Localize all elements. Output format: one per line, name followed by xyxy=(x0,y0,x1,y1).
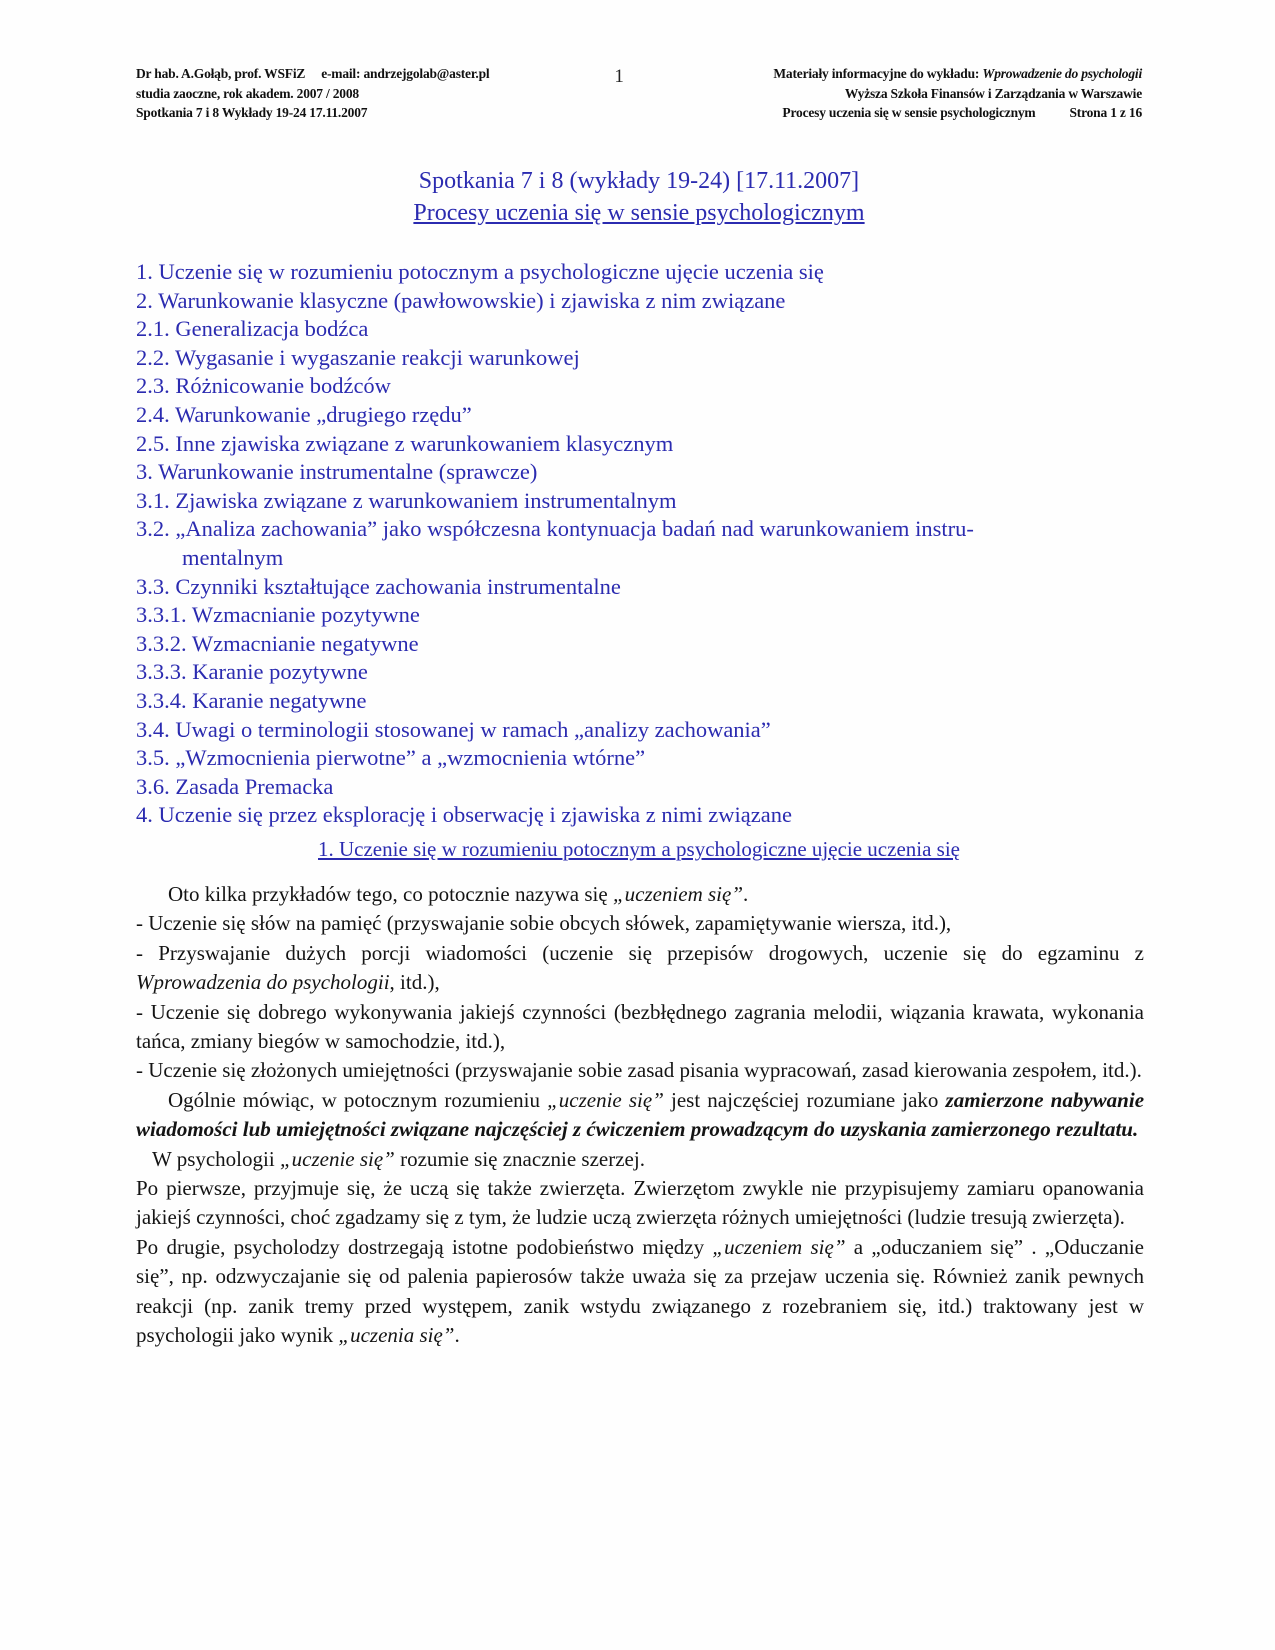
table-of-contents xyxy=(136,258,1166,830)
list-item: - Uczenie się słów na pamięć (przyswajanie sobie obcych słówek, zapamiętywanie wiersza, itd.), xyxy=(136,911,952,936)
text-run-bold-italic: zamierzone nabywanie wiadomości lub umiejętności związane najczęściej z ćwiczeniem prowadzącym do uzyskania zamierzonego rezultatu. xyxy=(136,1087,1145,1142)
header-academic-year: studia zaoczne, rok akadem. 2007 / 2008 xyxy=(136,85,359,101)
text-run-italic: „uczeniem się” xyxy=(612,882,744,906)
paragraph-unlearning xyxy=(136,1233,1144,1351)
list-item: - Uczenie się dobrego wykonywania jakiejś czynności (bezbłędnego zagrania melodii, wiązania krawata, wykonania tańca, zmiany biegów w samochodzie, itd.), xyxy=(136,999,1144,1054)
list-item: - Uczenie się złożonych umiejętności (przyswajanie sobie zasad pisania wypracowań, zasad kierowania zespołem, itd.). xyxy=(136,1058,1142,1083)
text-run: Ogólnie mówiąc, w potocznym rozumieniu xyxy=(168,1087,548,1112)
section-heading xyxy=(136,835,1142,863)
toc-item: 3.3.4. Karanie negatywne xyxy=(136,687,367,713)
toc-item: 2.5. Inne zjawiska związane z warunkowaniem klasycznym xyxy=(136,430,674,456)
header-course-line xyxy=(640,64,1142,84)
header-university: Wyższa Szkoła Finansów i Zarządzania w Warszawie xyxy=(844,85,1142,101)
page-title: Spotkania 7 i 8 (wykłady 19-24) [17.11.2007] xyxy=(418,168,860,194)
header-email: e-mail: andrzejgolab@aster.pl xyxy=(321,66,490,81)
title-block xyxy=(136,165,1142,229)
section-heading-text: 1. Uczenie się w rozumieniu potocznym a psychologiczne ujęcie uczenia się xyxy=(318,837,960,861)
body-copy xyxy=(136,880,1144,1351)
header-right-block xyxy=(640,64,1142,123)
toc-item: 3.3.1. Wzmacnianie pozytywne xyxy=(136,602,420,628)
toc-item: 3.1. Zjawiska związane z warunkowaniem instrumentalnym xyxy=(136,487,677,513)
text-run: Po drugie, psycholodzy dostrzegają istotne podobieństwo między xyxy=(136,1234,713,1259)
header-course-label: Materiały informacyjne do wykładu: xyxy=(773,66,980,81)
header-left-block xyxy=(136,64,598,123)
text-run-italic: „uczenie się” xyxy=(547,1087,664,1112)
toc-item: 3.2. „Analiza zachowania” jako współczesna kontynuacja badań nad warunkowaniem instru- xyxy=(136,516,974,542)
text-run: a „oduczaniem się” . „Oduczanie się”, np. odzwyczajanie się od palenia papierosów także uważa się za przejaw uczenia się. Również zanik pewnych reakcji (np. zanik tremy przed występem, zanik wstydu związanego z rozebraniem się, itd.) traktowany jest w psychologii jako wynik xyxy=(136,1234,1144,1348)
header-topic: Procesy uczenia się w sensie psychologicznym xyxy=(782,105,1036,120)
page-subtitle: Procesy uczenia się w sensie psychologicznym xyxy=(413,200,865,226)
header-topic-line xyxy=(640,103,1142,123)
toc-item: 1. Uczenie się w rozumieniu potocznym a psychologiczne ujęcie uczenia się xyxy=(136,259,824,284)
text-run: . xyxy=(454,1323,460,1348)
paragraph-general-definition xyxy=(136,1086,1144,1145)
header-course-title: Wprowadzenie do psychologii xyxy=(982,66,1142,81)
text-run: W psychologii xyxy=(152,1146,280,1171)
toc-item: 3.6. Zasada Premacka xyxy=(136,773,334,799)
header-page-of: Strona 1 z 16 xyxy=(1069,105,1142,120)
document-running-header xyxy=(136,64,1142,123)
text-run: Oto kilka przykładów tego, co potocznie nazywa się xyxy=(168,882,613,906)
toc-item-continuation: mentalnym xyxy=(182,544,284,570)
header-author: Dr hab. A.Gołąb, prof. WSFiZ xyxy=(136,66,306,81)
list-item xyxy=(136,939,1144,998)
toc-item: 3.5. „Wzmocnienia pierwotne” a „wzmocnienia wtórne” xyxy=(136,745,646,771)
toc-item: 2.1. Generalizacja bodźca xyxy=(136,316,369,342)
toc-item: 3.3.3. Karanie pozytywne xyxy=(136,659,368,685)
toc-item: 4. Uczenie się przez eksplorację i obserwację i zjawiska z nimi związane xyxy=(136,802,792,828)
toc-item: 3. Warunkowanie instrumentalne (sprawcze) xyxy=(136,459,538,485)
toc-item: 3.4. Uwagi o terminologii stosowanej w ramach „analizy zachowania” xyxy=(136,716,771,742)
toc-item: 2. Warunkowanie klasyczne (pawłowowskie) i zjawiska z nim związane xyxy=(136,287,786,313)
text-run: . xyxy=(743,882,749,906)
toc-item: 2.2. Wygasanie i wygaszanie reakcji warunkowej xyxy=(136,344,580,370)
paragraph-animals: Po pierwsze, przyjmuje się, że uczą się także zwierzęta. Zwierzętom zwykle nie przypisujemy zamiaru opanowania jakiejś czynności, choć zgadzamy się z tym, że ludzie uczą zwierzęta różnych umiejętności (ludzie tresują zwierzęta). xyxy=(136,1176,1144,1230)
toc-item: 2.4. Warunkowanie „drugiego rzędu” xyxy=(136,401,472,427)
text-run-italic: „uczeniem się” xyxy=(712,1234,846,1259)
header-author-line xyxy=(136,64,598,84)
text-run: jest najczęściej rozumiane jako xyxy=(663,1087,946,1112)
paragraph-intro xyxy=(136,880,1144,909)
text-run-italic: Wprowadzenia do psychologii xyxy=(136,970,390,995)
toc-item: 2.3. Różnicowanie bodźców xyxy=(136,373,391,399)
header-page-number: 1 xyxy=(614,66,624,87)
text-run: rozumie się znacznie szerzej. xyxy=(394,1146,645,1171)
header-meeting-info: Spotkania 7 i 8 Wykłady 19-24 17.11.2007 xyxy=(136,105,368,120)
text-run: - Przyswajanie dużych porcji wiadomości (uczenie się przepisów drogowych, uczenie się do egzaminu z xyxy=(136,940,1144,965)
paragraph-psychology-scope xyxy=(136,1145,1144,1174)
text-run: , itd.), xyxy=(389,970,440,995)
toc-item: 3.3. Czynniki kształtujące zachowania instrumentalne xyxy=(136,573,621,599)
text-run-italic: „uczenia się” xyxy=(338,1323,455,1348)
toc-item: 3.3.2. Wzmacnianie negatywne xyxy=(136,630,419,656)
text-run-italic: „uczenie się” xyxy=(279,1146,395,1171)
